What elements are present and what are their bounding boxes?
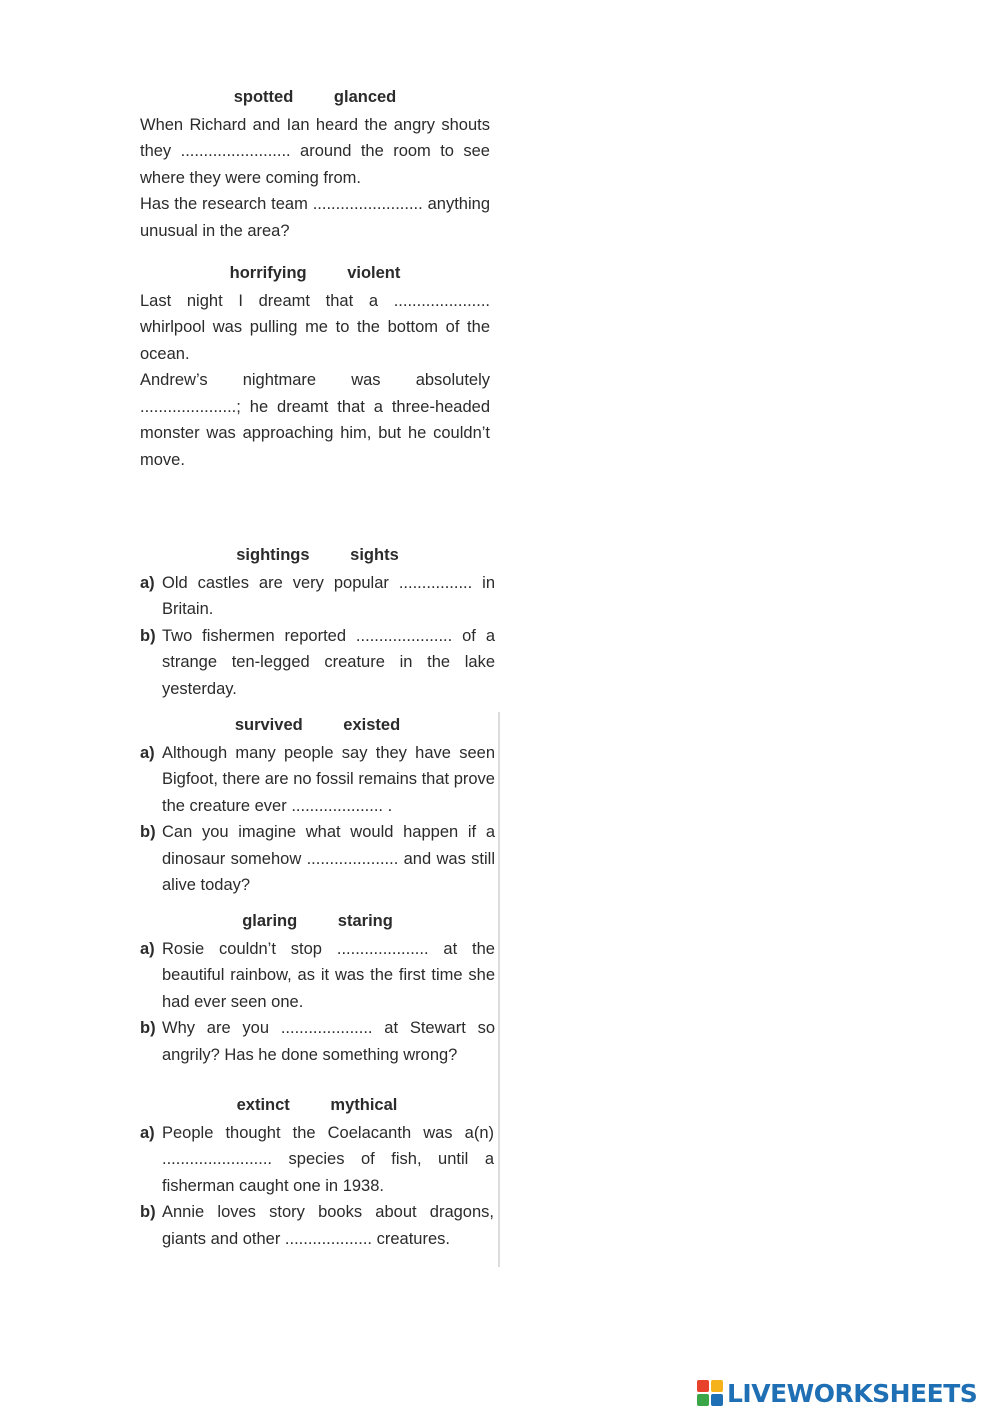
exercise-4 [140, 712, 495, 899]
item-b [140, 623, 495, 703]
logo-mark-tile-blue [711, 1394, 723, 1406]
scan-edge-line [498, 712, 500, 1267]
item-sentence: People thought the Coelacanth was a(n) ........................ species of fish, until a fisherman caught one in 1938. [162, 1123, 494, 1195]
item-a [140, 936, 495, 1016]
word-option-2: violent [347, 264, 401, 282]
exercise-5 [140, 908, 495, 1068]
item-a [140, 570, 495, 623]
exercise-3 [140, 542, 495, 702]
sentence-1: When Richard and Ian heard the angry shouts they ........................ around the room to see where they were coming from. [140, 115, 490, 187]
word-option-1: extinct [236, 1096, 290, 1114]
word-option-1: sightings [236, 546, 310, 564]
item-sentence: Annie loves story books about dragons, giants and other ................... creatures. [162, 1203, 494, 1248]
word-option-1: survived [234, 716, 303, 734]
word-pair [140, 1092, 494, 1119]
sentence-2: Andrew’s nightmare was absolutely .....................; he dreamt that a three-headed monster was approaching him, but he couldn’t move. [140, 371, 490, 469]
exercise-6 [140, 1092, 494, 1252]
item-label: a) [140, 573, 155, 592]
logo-mark-icon [697, 1380, 723, 1406]
item-label: b) [140, 626, 156, 645]
exercise-2 [140, 260, 490, 473]
sentence-1: Last night I dreamt that a ..................... whirlpool was pulling me to the bottom of the ocean. [140, 291, 490, 363]
logo-mark-tile-green [697, 1394, 709, 1406]
word-pair [140, 908, 495, 935]
item-label: b) [140, 1019, 156, 1037]
exercise-1 [140, 84, 490, 244]
word-pair [140, 260, 490, 287]
item-sentence: Why are you .................... at Stewart so angrily? Has he done something wrong? [162, 1019, 495, 1064]
logo-mark-tile-red [697, 1380, 709, 1392]
item-label: b) [140, 823, 156, 841]
word-option-2: mythical [330, 1096, 398, 1114]
item-sentence: Two fishermen reported ..................... of a strange ten-legged creature in the lake yesterday. [162, 626, 495, 698]
liveworksheets-logo [697, 1378, 977, 1408]
word-option-1: spotted [233, 88, 294, 106]
item-a [140, 1120, 494, 1200]
item-label: a) [140, 743, 155, 762]
word-pair [140, 542, 495, 569]
word-option-1: glaring [242, 912, 298, 930]
item-label: b) [140, 1203, 156, 1221]
item-b [140, 819, 495, 899]
item-sentence: Old castles are very popular ................ in Britain. [162, 573, 495, 618]
word-option-2: glanced [333, 88, 397, 106]
word-pair [140, 84, 490, 111]
word-pair [140, 712, 495, 739]
item-label: a) [140, 939, 155, 958]
item-label: a) [140, 1123, 155, 1142]
item-b [140, 1015, 495, 1068]
item-sentence: Although many people say they have seen Bigfoot, there are no fossil remains that prove the creature ever .................... . [162, 743, 495, 815]
item-a [140, 740, 495, 820]
item-b [140, 1199, 494, 1252]
logo-mark-tile-yellow [711, 1380, 723, 1392]
word-option-2: sights [350, 546, 399, 564]
sentence-2: Has the research team ........................ anything unusual in the area? [140, 195, 490, 240]
word-option-1: horrifying [229, 264, 307, 282]
logo-text: LIVEWORKSHEETS [727, 1378, 978, 1408]
item-sentence: Rosie couldn’t stop .................... at the beautiful rainbow, as it was the first time she had ever seen one. [162, 939, 495, 1011]
word-option-2: staring [337, 912, 393, 930]
item-sentence: Can you imagine what would happen if a dinosaur somehow .................... and was still alive today? [162, 823, 495, 894]
word-option-2: existed [343, 716, 401, 734]
